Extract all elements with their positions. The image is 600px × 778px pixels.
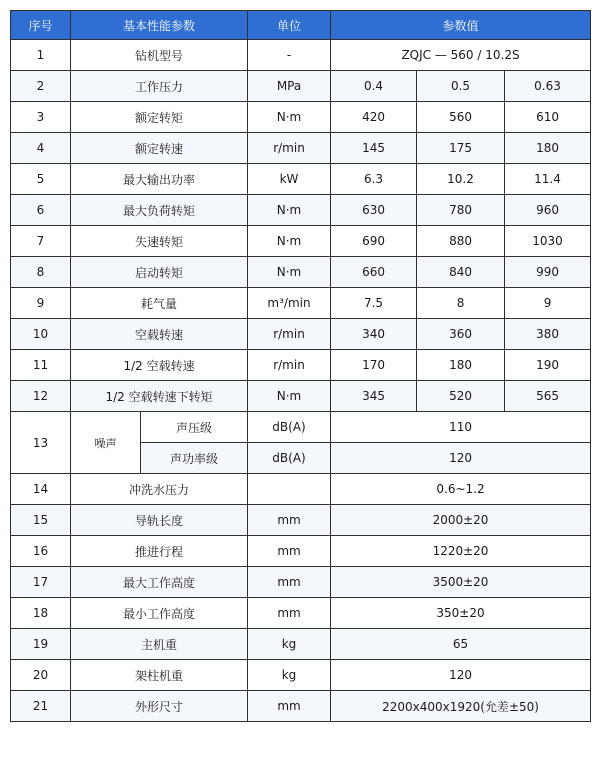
row-unit: dB(A) bbox=[248, 412, 331, 443]
row-value-2: 880 bbox=[417, 226, 505, 257]
row-value-3: 190 bbox=[505, 350, 591, 381]
row-value-1: 420 bbox=[331, 102, 417, 133]
row-no: 11 bbox=[11, 350, 71, 381]
row-name: 声功率级 bbox=[141, 443, 248, 474]
row-no: 3 bbox=[11, 102, 71, 133]
row-value-1: 660 bbox=[331, 257, 417, 288]
header-value: 参数值 bbox=[331, 11, 591, 40]
row-value-2: 180 bbox=[417, 350, 505, 381]
row-value-3: 610 bbox=[505, 102, 591, 133]
row-name: 最大工作高度 bbox=[71, 567, 248, 598]
spec-table bbox=[10, 10, 591, 722]
row-unit: kg bbox=[248, 660, 331, 691]
row-value-1: 690 bbox=[331, 226, 417, 257]
table-row bbox=[11, 350, 591, 381]
row-value-1: 340 bbox=[331, 319, 417, 350]
row-unit: r/min bbox=[248, 319, 331, 350]
row-value-3: 565 bbox=[505, 381, 591, 412]
row-unit: mm bbox=[248, 567, 331, 598]
row-unit: kg bbox=[248, 629, 331, 660]
row-no: 13 bbox=[11, 412, 71, 474]
noise-label: 噪声 bbox=[71, 412, 141, 474]
row-unit: mm bbox=[248, 691, 331, 722]
row-name: 启动转矩 bbox=[71, 257, 248, 288]
row-name: 钻机型号 bbox=[71, 40, 248, 71]
row-no: 7 bbox=[11, 226, 71, 257]
row-name: 失速转矩 bbox=[71, 226, 248, 257]
row-value: 3500±20 bbox=[331, 567, 591, 598]
table-row bbox=[11, 474, 591, 505]
table-row-noise-pressure bbox=[11, 412, 591, 443]
row-value-1: 6.3 bbox=[331, 164, 417, 195]
table-row bbox=[11, 257, 591, 288]
row-value-3: 380 bbox=[505, 319, 591, 350]
row-no: 18 bbox=[11, 598, 71, 629]
row-no: 6 bbox=[11, 195, 71, 226]
table-row bbox=[11, 691, 591, 722]
header-no: 序号 bbox=[11, 11, 71, 40]
row-unit: dB(A) bbox=[248, 443, 331, 474]
row-unit: r/min bbox=[248, 350, 331, 381]
row-no: 5 bbox=[11, 164, 71, 195]
row-value-2: 10.2 bbox=[417, 164, 505, 195]
row-unit: mm bbox=[248, 505, 331, 536]
table-row bbox=[11, 505, 591, 536]
row-unit: m³/min bbox=[248, 288, 331, 319]
table-row bbox=[11, 102, 591, 133]
row-value-1: 145 bbox=[331, 133, 417, 164]
table-row bbox=[11, 40, 591, 71]
row-name: 最大负荷转矩 bbox=[71, 195, 248, 226]
table-row bbox=[11, 381, 591, 412]
table-row bbox=[11, 133, 591, 164]
row-value-1: 7.5 bbox=[331, 288, 417, 319]
row-value-1: 630 bbox=[331, 195, 417, 226]
row-name: 导轨长度 bbox=[71, 505, 248, 536]
spec-table-container bbox=[10, 10, 591, 722]
row-no: 10 bbox=[11, 319, 71, 350]
row-value-1: 0.4 bbox=[331, 71, 417, 102]
row-unit: N·m bbox=[248, 381, 331, 412]
row-no: 20 bbox=[11, 660, 71, 691]
row-name: 外形尺寸 bbox=[71, 691, 248, 722]
row-name: 额定转速 bbox=[71, 133, 248, 164]
row-value: 110 bbox=[331, 412, 591, 443]
table-row bbox=[11, 288, 591, 319]
row-name: 1/2 空载转速下转矩 bbox=[71, 381, 248, 412]
row-no: 1 bbox=[11, 40, 71, 71]
row-value: ZQJC — 560 / 10.2S bbox=[331, 40, 591, 71]
row-value-3: 990 bbox=[505, 257, 591, 288]
row-name: 额定转矩 bbox=[71, 102, 248, 133]
row-unit: N·m bbox=[248, 195, 331, 226]
row-value-1: 345 bbox=[331, 381, 417, 412]
row-unit: - bbox=[248, 40, 331, 71]
header-unit: 单位 bbox=[248, 11, 331, 40]
row-value: 2000±20 bbox=[331, 505, 591, 536]
row-unit: N·m bbox=[248, 257, 331, 288]
row-name: 工作压力 bbox=[71, 71, 248, 102]
row-value-3: 9 bbox=[505, 288, 591, 319]
row-unit bbox=[248, 474, 331, 505]
row-no: 8 bbox=[11, 257, 71, 288]
row-value-3: 11.4 bbox=[505, 164, 591, 195]
table-header-row bbox=[11, 11, 591, 40]
row-no: 14 bbox=[11, 474, 71, 505]
row-value-3: 1030 bbox=[505, 226, 591, 257]
row-unit: MPa bbox=[248, 71, 331, 102]
row-value-2: 8 bbox=[417, 288, 505, 319]
row-value-2: 520 bbox=[417, 381, 505, 412]
row-value: 0.6~1.2 bbox=[331, 474, 591, 505]
row-no: 21 bbox=[11, 691, 71, 722]
row-value-2: 560 bbox=[417, 102, 505, 133]
row-name: 冲洗水压力 bbox=[71, 474, 248, 505]
row-no: 9 bbox=[11, 288, 71, 319]
row-value-2: 840 bbox=[417, 257, 505, 288]
row-unit: r/min bbox=[248, 133, 331, 164]
row-no: 15 bbox=[11, 505, 71, 536]
row-no: 17 bbox=[11, 567, 71, 598]
row-name: 耗气量 bbox=[71, 288, 248, 319]
header-param: 基本性能参数 bbox=[71, 11, 248, 40]
row-value-3: 180 bbox=[505, 133, 591, 164]
row-no: 16 bbox=[11, 536, 71, 567]
row-value: 65 bbox=[331, 629, 591, 660]
row-no: 12 bbox=[11, 381, 71, 412]
row-value: 120 bbox=[331, 660, 591, 691]
row-value-3: 960 bbox=[505, 195, 591, 226]
row-no: 4 bbox=[11, 133, 71, 164]
row-name: 声压级 bbox=[141, 412, 248, 443]
row-unit: N·m bbox=[248, 226, 331, 257]
table-row bbox=[11, 319, 591, 350]
row-unit: kW bbox=[248, 164, 331, 195]
row-unit: N·m bbox=[248, 102, 331, 133]
table-row bbox=[11, 226, 591, 257]
row-unit: mm bbox=[248, 598, 331, 629]
row-name: 空载转速 bbox=[71, 319, 248, 350]
row-name: 推进行程 bbox=[71, 536, 248, 567]
table-row bbox=[11, 71, 591, 102]
table-row bbox=[11, 536, 591, 567]
row-no: 19 bbox=[11, 629, 71, 660]
row-name: 架柱机重 bbox=[71, 660, 248, 691]
row-value: 2200x400x1920(允差±50) bbox=[331, 691, 591, 722]
row-value-3: 0.63 bbox=[505, 71, 591, 102]
table-row bbox=[11, 195, 591, 226]
row-value: 120 bbox=[331, 443, 591, 474]
row-value-2: 0.5 bbox=[417, 71, 505, 102]
row-value-2: 175 bbox=[417, 133, 505, 164]
row-name: 1/2 空载转速 bbox=[71, 350, 248, 381]
row-value-2: 360 bbox=[417, 319, 505, 350]
row-value: 1220±20 bbox=[331, 536, 591, 567]
row-value: 350±20 bbox=[331, 598, 591, 629]
row-unit: mm bbox=[248, 536, 331, 567]
row-name: 最小工作高度 bbox=[71, 598, 248, 629]
row-no: 2 bbox=[11, 71, 71, 102]
row-value-1: 170 bbox=[331, 350, 417, 381]
table-row bbox=[11, 567, 591, 598]
table-row bbox=[11, 598, 591, 629]
row-name: 最大输出功率 bbox=[71, 164, 248, 195]
table-row bbox=[11, 660, 591, 691]
table-row bbox=[11, 164, 591, 195]
row-name: 主机重 bbox=[71, 629, 248, 660]
table-row bbox=[11, 629, 591, 660]
row-value-2: 780 bbox=[417, 195, 505, 226]
